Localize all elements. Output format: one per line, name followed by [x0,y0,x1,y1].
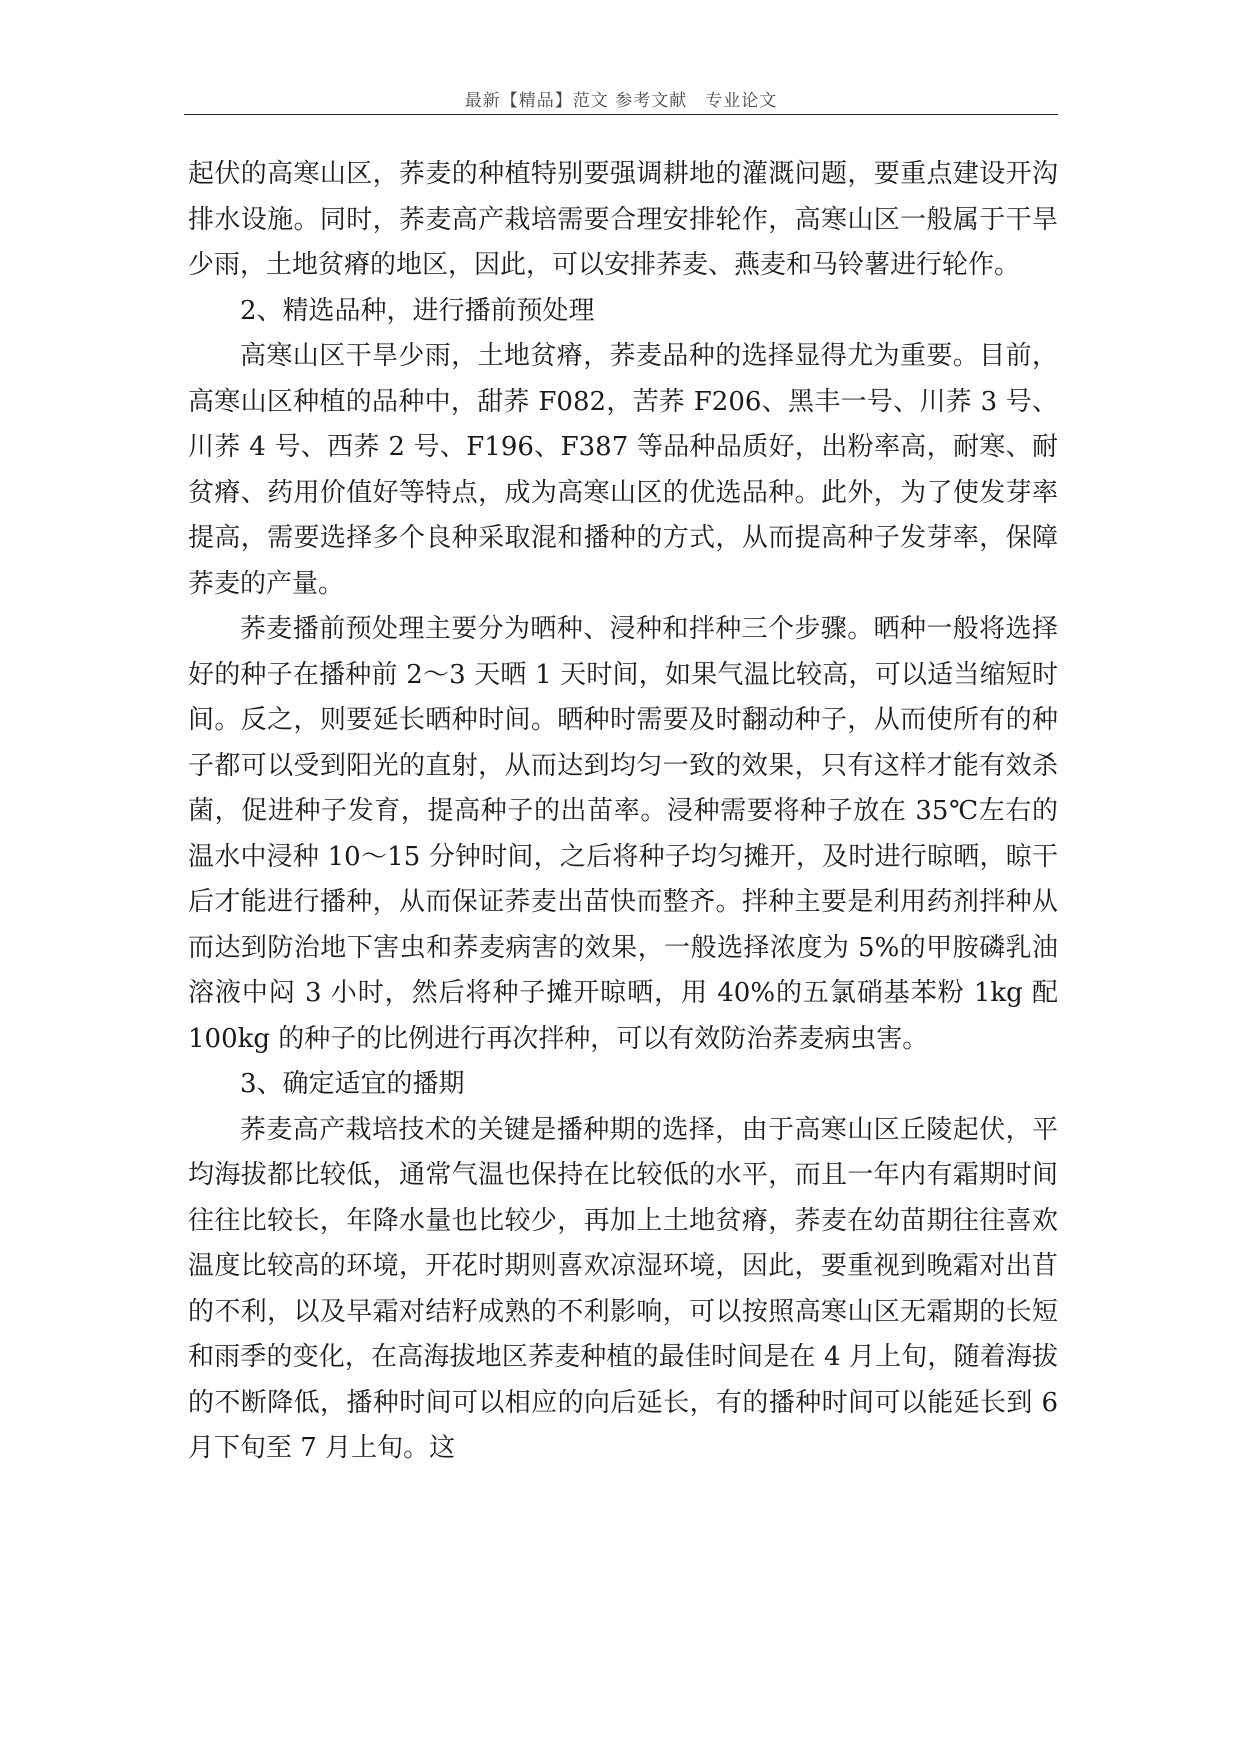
section-heading-3: 3、确定适宜的播期 [240,1069,465,1099]
document-body [188,152,1058,1472]
paragraph-sowing-period: 荞麦高产栽培技术的关键是播种期的选择，由于高寒山区丘陵起伏，平均海拔都比较低，通常气温也保持在比较低的水平，而且一年内有霜期时间往往比较长，年降水量也比较少，再加上土地贫瘠，荞麦在幼苗期往往喜欢温度比较高的环境，开花时期则喜欢凉湿环境，因此，要重视到晚霜对出苜的不利，以及早霜对结籽成熟的不利影响，可以按照高寒山区无霜期的长短和雨季的变化，在高海拔地区荞麦种植的最佳时间是在 4 月上旬，随着海拔的不断降低，播种时间可以相应的向后延长，有的播种时间可以能延长到 6 月下旬至 7 月上旬。这 [188,1114,1058,1463]
header-divider [184,114,1058,115]
paragraph-continuation: 起伏的高寒山区，荞麦的种植特别要强调耕地的灌溉问题，要重点建设开沟排水设施。同时，荞麦高产栽培需要合理安排轮作，高寒山区一般属于干旱少雨，土地贫瘠的地区，因此，可以安排荞麦、燕麦和马铃薯进行轮作。 [188,159,1058,280]
paragraph-seed-pretreatment: 荞麦播前预处理主要分为晒种、浸种和拌种三个步骤。晒种一般将选择好的种子在播种前 2～3 天晒 1 天时间，如果气温比较高，可以适当缩短时间。反之，则要延长晒种时间。晒种时需要及时翻动种子，从而使所有的种子都可以受到阳光的直射，从而达到均匀一致的效果，只有这样才能有效杀菌，促进种子发育，提高种子的出苗率。浸种需要将种子放在 35℃左右的温水中浸种 10～15 分钟时间，之后将种子均匀摊开，及时进行晾晒，晾干后才能进行播种，从而保证荞麦出苗快而整齐。拌种主要是利用药剂拌种从而达到防治地下害虫和荞麦病害的效果，一般选择浓度为 5%的甲胺磷乳油溶液中闷 3 小时，然后将种子摊开晾晒，用 40%的五氯硝基苯粉 1kg 配 100kg 的种子的比例进行再次拌种，可以有效防治荞麦病虫害。 [188,614,1058,1054]
paragraph-variety-selection: 高寒山区干旱少雨，土地贫瘠，荞麦品种的选择显得尤为重要。目前，高寒山区种植的品种中，甜荞 F082，苦荞 F206、黑丰一号、川荞 3 号、川荞 4 号、西荞 2 号、F196、F387 等品种品质好，出粉率高，耐寒、耐贫瘠、药用价值好等特点，成为高寒山区的优选品种。此外，为了使发芽率提高，需要选择多个良种采取混和播种的方式，从而提高种子发芽率，保障荞麦的产量。 [188,341,1058,599]
page-header: 最新【精品】范文 参考文献 专业论文 [464,91,778,111]
section-heading-2: 2、精选品种，进行播前预处理 [240,295,595,326]
